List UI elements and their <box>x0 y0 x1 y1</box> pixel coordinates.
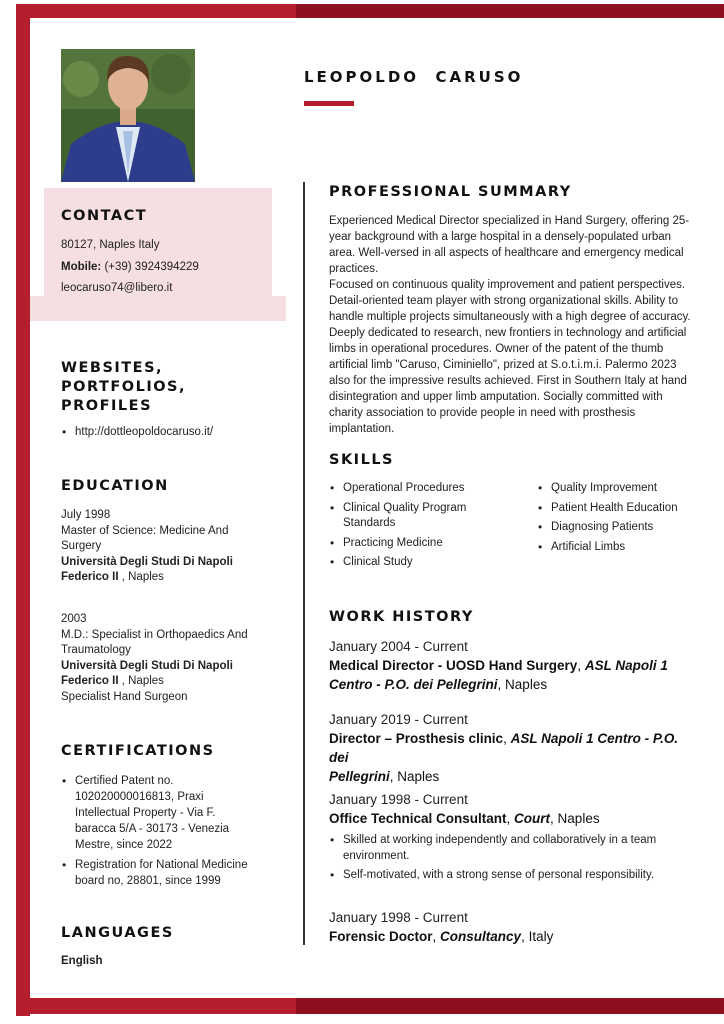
skill-item <box>329 555 519 571</box>
job-entry <box>329 909 695 946</box>
job-entry <box>329 711 695 786</box>
certifications-heading: CERTIFICATIONS <box>61 743 215 759</box>
job-title: Medical Director - UOSD Hand Surgery <box>329 658 578 673</box>
job-separator: , <box>577 658 585 673</box>
left-accent-bar <box>16 4 30 1016</box>
top-accent-bar-dark <box>296 4 724 18</box>
job-bullet <box>329 833 695 864</box>
profile-photo <box>61 49 195 182</box>
summary-line: limbs in operational procedures. Owner of the patent of the thumb <box>329 343 664 355</box>
summary-line: area. Well-versed in all aspects of healthcare and emergency medical <box>329 247 684 259</box>
certification-line: board no, 28801, since 1999 <box>75 875 221 887</box>
job-company: ASL Napoli 1 Centro - P.O. dei <box>329 731 679 765</box>
website-link[interactable]: • http://dottleopoldocaruso.it/ <box>61 425 261 441</box>
skill-label: • Diagnosing Patients <box>551 521 654 533</box>
contact-panel-extension <box>30 296 286 321</box>
mobile-number[interactable]: (+39) 3924394229 <box>101 261 199 273</box>
websites-list <box>61 425 261 441</box>
skill-label: Standards <box>343 517 396 529</box>
websites-heading-line: PROFILES <box>61 398 153 414</box>
job-entry <box>329 791 695 884</box>
contact-email[interactable]: leocaruso74@libero.it <box>61 282 173 294</box>
languages-heading: LANGUAGES <box>61 925 174 941</box>
language-item: English <box>61 955 103 967</box>
job-bullet-line: environment. <box>343 849 410 862</box>
job-location: , Naples <box>389 769 440 784</box>
name-underline <box>304 101 354 106</box>
summary-line: handle multiple projects simultaneously with a high degree of accuracy. <box>329 311 691 323</box>
skill-label: • Clinical Study <box>343 556 413 568</box>
job-date: January 2004 - Current <box>329 639 468 654</box>
skill-label: • Practicing Medicine <box>343 536 443 549</box>
job-bullet-line: • Self-motivated, with a strong sense of personal responsibility. <box>343 869 655 881</box>
certification-line: baracca 5/A - 30173 - Venezia <box>75 823 230 835</box>
contact-heading: CONTACT <box>61 208 148 224</box>
education-degree: Traumatology <box>61 644 131 656</box>
websites-heading <box>61 359 186 416</box>
job-bullet-line: • Skilled at working independently and collaboratively in a team <box>343 834 657 846</box>
skill-item <box>329 501 519 532</box>
websites-heading-line: PORTFOLIOS, <box>61 379 187 395</box>
contact-address: 80127, Naples Italy <box>61 239 160 251</box>
certification-line: • Certified Patent no. <box>75 775 174 787</box>
job-location: , Naples <box>550 811 600 826</box>
education-heading: EDUCATION <box>61 478 169 494</box>
job-bullet <box>329 868 695 884</box>
certification-line: Mestre, since 2022 <box>75 839 173 851</box>
candidate-name: LEOPOLDO CARUSO <box>304 68 524 86</box>
job-title: Forensic Doctor <box>329 929 433 944</box>
bottom-accent-bar <box>16 998 296 1014</box>
job-company: Pellegrini <box>329 769 390 784</box>
certification-line: Intellectual Property - Via F. <box>75 807 216 819</box>
education-entry <box>61 612 271 705</box>
column-divider <box>303 182 305 945</box>
skill-item <box>537 501 707 517</box>
skills-list-right <box>537 481 707 555</box>
skill-label: • Patient Health Education <box>551 501 678 514</box>
skill-label: • Operational Procedures <box>343 482 465 494</box>
education-location: , Naples <box>118 571 164 583</box>
job-title: Director – Prosthesis clinic <box>329 731 504 746</box>
skills-list-left <box>329 481 519 571</box>
summary-line: also for the impressive results achieved. First in Southern Italy at hand <box>329 375 687 387</box>
education-school: Federico II <box>61 571 119 583</box>
education-school: Università Degli Studi Di Napoli <box>61 659 233 672</box>
education-school: Federico II <box>61 675 119 687</box>
work-history-heading: WORK HISTORY <box>329 609 474 625</box>
job-location: , Italy <box>521 929 554 944</box>
summary-line: artificial limb "Caruso, Ciminiello", prized at S.o.t.i.m.i. Palermo 2023 <box>329 359 677 371</box>
summary-heading: PROFESSIONAL SUMMARY <box>329 184 572 200</box>
education-note: Specialist Hand Surgeon <box>61 690 188 703</box>
websites-heading-line: WEBSITES, <box>61 360 164 376</box>
skill-label: • Artificial Limbs <box>551 540 626 553</box>
job-company: Court <box>514 811 551 826</box>
summary-text <box>329 213 695 437</box>
bottom-accent-bar-dark <box>296 998 724 1014</box>
skill-label: • Quality Improvement <box>551 482 658 494</box>
certification-item <box>61 857 281 889</box>
education-school: Università Degli Studi Di Napoli <box>61 555 233 568</box>
skill-item <box>537 540 707 556</box>
mobile-label: Mobile: <box>61 261 102 273</box>
education-location: , Naples <box>118 675 164 687</box>
summary-line: Focused on continuous quality improvement and patient perspectives. <box>329 279 686 291</box>
skill-item <box>329 536 519 552</box>
summary-line: Experienced Medical Director specialized in Hand Surgery, offering 25- <box>329 215 690 227</box>
skill-item <box>537 520 707 536</box>
summary-line: practices. <box>329 263 379 275</box>
summary-line: year background with a large hospital in a densely-populated urban <box>329 231 672 243</box>
summary-line: implantation. <box>329 423 395 435</box>
skill-label: • Clinical Quality Program <box>343 501 467 514</box>
contact-mobile <box>61 260 199 276</box>
job-company: Consultancy <box>440 929 522 944</box>
education-date: July 1998 <box>61 509 111 521</box>
summary-line: Detail-oriented team player with strong organizational skills. Ability to <box>329 295 678 307</box>
summary-line: disintegration and upper limb amputation. Socially committed with <box>329 391 663 403</box>
certifications-list <box>61 773 281 889</box>
job-date: January 1998 - Current <box>329 792 468 807</box>
job-separator: , <box>503 731 511 746</box>
certification-item <box>61 773 281 853</box>
job-location: , Naples <box>497 677 548 692</box>
top-accent-bar <box>16 4 296 18</box>
skills-heading: SKILLS <box>329 452 394 468</box>
education-degree: Surgery <box>61 540 102 552</box>
certification-line: 102020000016813, Praxi <box>75 791 204 803</box>
summary-line: Deeply dedicated to research, new frontiers in technology and artificial <box>329 327 687 339</box>
job-date: January 2019 - Current <box>329 712 468 727</box>
job-company: Centro - P.O. dei Pellegrini <box>329 677 498 692</box>
job-title: Office Technical Consultant <box>329 811 507 826</box>
job-company: ASL Napoli 1 <box>584 658 668 673</box>
education-date: 2003 <box>61 613 87 625</box>
skill-item <box>329 481 519 497</box>
education-entry <box>61 508 271 586</box>
education-degree: Master of Science: Medicine And <box>61 524 229 537</box>
certification-line: • Registration for National Medicine <box>75 859 248 871</box>
summary-line: charity association to provide people in need with prosthesis <box>329 407 636 419</box>
job-bullets <box>329 833 695 884</box>
education-degree: M.D.: Specialist in Orthopaedics And <box>61 628 248 641</box>
job-entry <box>329 638 695 694</box>
skill-item <box>537 481 707 497</box>
job-separator: , <box>506 811 515 826</box>
job-date: January 1998 - Current <box>329 910 468 925</box>
job-separator: , <box>432 929 441 944</box>
